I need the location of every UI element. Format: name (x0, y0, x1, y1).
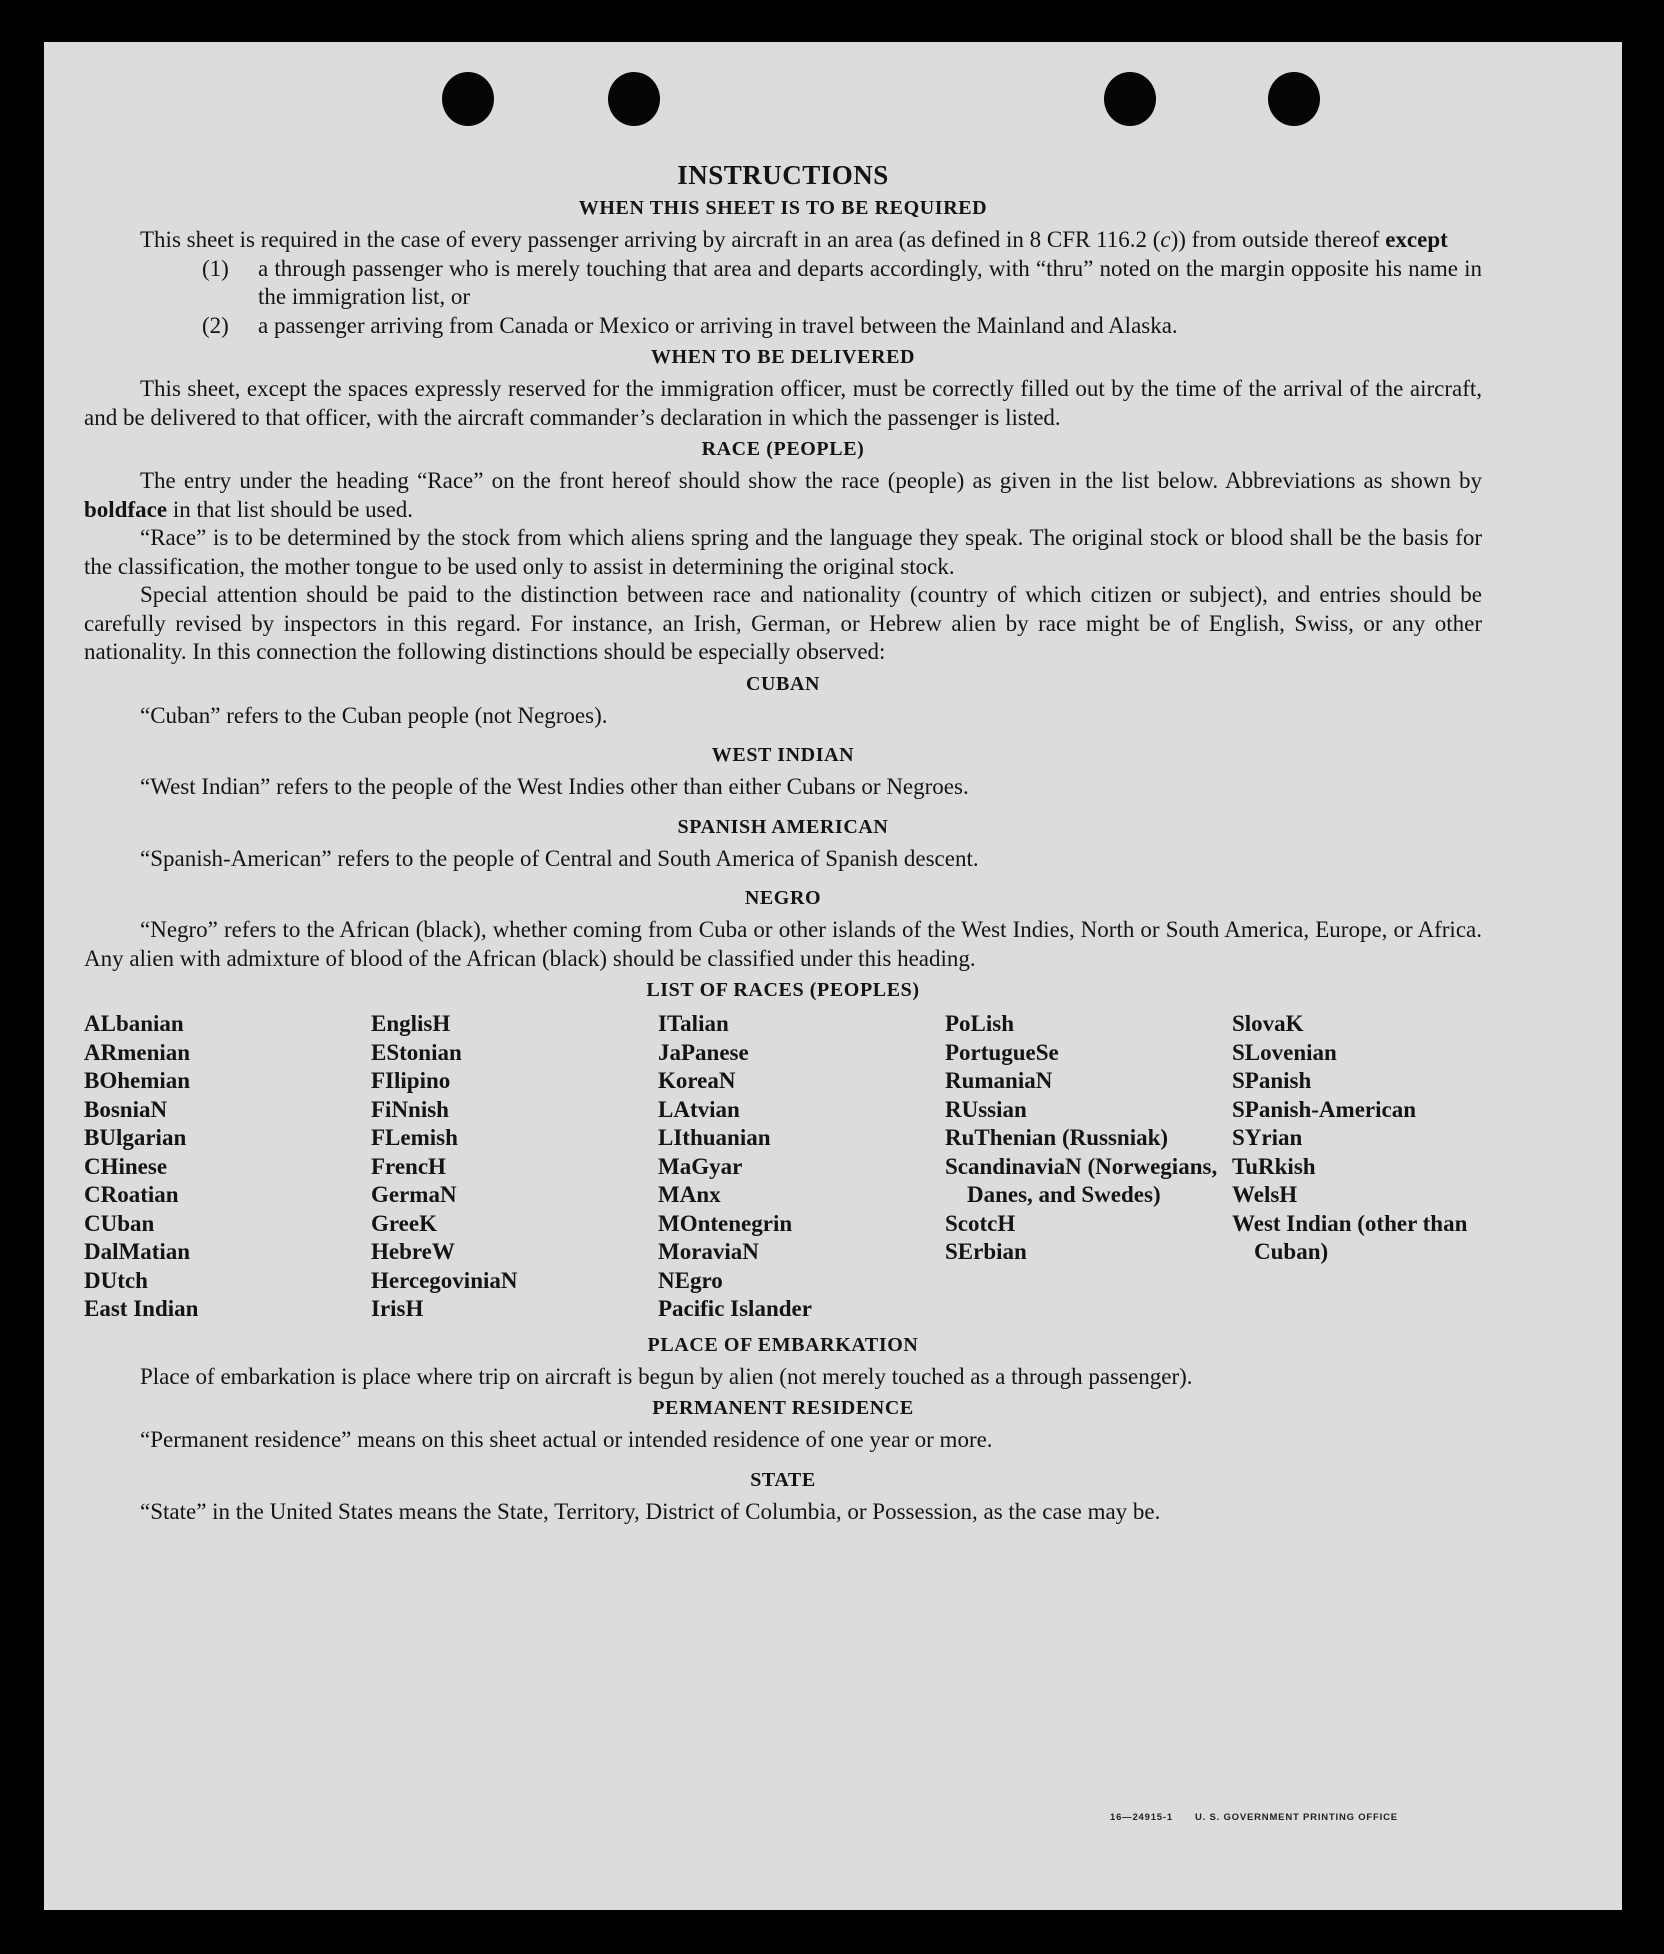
race-item: DalMatian (84, 1239, 191, 1264)
race-item: RUssian (945, 1096, 1027, 1122)
exception-item: (1) a through passenger who is merely touching that area and departs accordingly, with “thru” noted on the margin opposite his name in the immigration list, or (202, 255, 1482, 309)
punch-hole (1104, 72, 1156, 126)
race-item: HercegoviniaN (371, 1267, 518, 1293)
race-item: ARmenian (84, 1039, 191, 1065)
race-item: ITalian (658, 1011, 729, 1036)
printer-imprint: U. S. GOVERNMENT PRINTING OFFICE (1194, 1812, 1398, 1823)
para-west-indian: “West Indian” refers to the people of the West Indies other than either Cubans or Negroes. (140, 774, 969, 799)
heading-state: STATE (750, 1468, 816, 1491)
race-column (1232, 1010, 1482, 1324)
para-negro: “Negro” refers to the African (black), whether coming from Cuba or other islands of the West Indies, North or South America, Europe, or Africa. Any alien with admixture of blood of the African (black) should be classified under this heading. (84, 917, 1482, 971)
race-item: GreeK (371, 1210, 437, 1236)
punch-hole (608, 72, 660, 126)
page-title: INSTRUCTIONS (677, 160, 889, 190)
race-item: LAtvian (658, 1096, 740, 1122)
para-race-2: “Race” is to be determined by the stock from which aliens spring and the language they speak. The original stock or blood shall be the basis for the classification, the mother tongue to be used only to assist in determining the original stock. (84, 525, 1482, 579)
race-item: GermaN (371, 1182, 457, 1207)
punch-hole (1268, 72, 1320, 126)
race-column (371, 1010, 658, 1324)
race-column (658, 1010, 945, 1324)
form-number: 16—24915-1 (1110, 1812, 1173, 1823)
race-item: PortugueSe (945, 1039, 1059, 1065)
race-item: MoraviaN (658, 1239, 759, 1264)
race-item: FiNnish (371, 1096, 449, 1122)
para-race-1: The entry under the heading “Race” on the front hereof should show the race (people) as given in the list below. Abbreviations as shown by boldface in that list should be used. (84, 468, 1482, 522)
race-item: SPanish-American (1232, 1096, 1416, 1122)
race-item: EnglisH (371, 1011, 451, 1036)
race-item: MAnx (658, 1182, 721, 1207)
heading-spanish-american: SPANISH AMERICAN (677, 815, 889, 838)
race-item: SlovaK (1232, 1011, 1304, 1036)
para-when-required: This sheet is required in the case of every passenger arriving by aircraft in an area (as defined in 8 CFR 116.2 (c)) from outside thereof except (140, 227, 1448, 252)
race-item: FrencH (371, 1153, 446, 1179)
para-when-delivered: This sheet, except the spaces expressly reserved for the immigration officer, must be correctly filled out by the time of the arrival of the aircraft, and be delivered to that officer, with the aircraft commander’s declaration in which the passenger is listed. (84, 376, 1482, 430)
para-cuban: “Cuban” refers to the Cuban people (not Negroes). (140, 702, 608, 728)
race-item: NEgro (658, 1267, 723, 1293)
race-item: SYrian (1232, 1125, 1303, 1150)
race-item: BUlgarian (84, 1125, 187, 1150)
heading-cuban: CUBAN (745, 672, 821, 695)
heading-residence: PERMANENT RESIDENCE (652, 1397, 914, 1419)
race-item: ALbanian (84, 1011, 184, 1036)
instructions-content (84, 160, 1482, 1526)
heading-list-of-races: LIST OF RACES (PEOPLES) (646, 979, 920, 1001)
race-item: JaPanese (658, 1039, 749, 1065)
race-item: CUban (84, 1210, 155, 1236)
heading-race: RACE (PEOPLE) (701, 438, 865, 460)
race-item: FIlipino (371, 1068, 451, 1093)
race-item: ScandinaviaN (Norwegians, Danes, and Swedes) (945, 1153, 1218, 1207)
race-item: BOhemian (84, 1068, 191, 1093)
race-item: TuRkish (1232, 1153, 1316, 1179)
race-item: HebreW (371, 1239, 455, 1264)
race-item: CRoatian (84, 1182, 179, 1207)
heading-embarkation: PLACE OF EMBARKATION (647, 1333, 919, 1356)
race-item: RuThenian (Russniak) (945, 1125, 1169, 1150)
para-embarkation: Place of embarkation is place where trip on aircraft is begun by alien (not merely touched as a through passenger). (140, 1363, 1193, 1389)
exception-item: (2) a passenger arriving from Canada or Mexico or arriving in travel between the Mainland and Alaska. (202, 312, 1178, 338)
para-residence: “Permanent residence” means on this sheet actual or intended residence of one year or more. (140, 1427, 993, 1452)
race-item: RumaniaN (945, 1068, 1053, 1093)
race-item: SErbian (945, 1239, 1027, 1264)
race-item: SPanish (1232, 1068, 1312, 1093)
race-column (84, 1010, 371, 1324)
race-item: IrisH (371, 1296, 424, 1321)
race-item: Pacific Islander (658, 1296, 812, 1321)
race-item: MaGyar (658, 1153, 743, 1179)
race-item: WelsH (1232, 1182, 1298, 1207)
heading-when-delivered: WHEN TO BE DELIVERED (650, 346, 916, 368)
race-item: FLemish (371, 1125, 458, 1150)
race-list (84, 1010, 1482, 1324)
race-item: ScotcH (945, 1210, 1016, 1236)
heading-negro: NEGRO (744, 887, 822, 909)
race-item: DUtch (84, 1267, 148, 1293)
race-item: MOntenegrin (658, 1210, 793, 1236)
race-item: EStonian (371, 1039, 462, 1065)
exception-list (202, 255, 1482, 341)
para-state: “State” in the United States means the State, Territory, District of Columbia, or Possession, as the case may be. (140, 1498, 1161, 1524)
race-item: SLovenian (1232, 1039, 1337, 1065)
race-item: East Indian (84, 1296, 199, 1321)
race-item: PoLish (945, 1011, 1015, 1036)
race-item: CHinese (84, 1153, 168, 1179)
heading-west-indian: WEST INDIAN (711, 744, 855, 766)
punch-hole (442, 72, 494, 126)
heading-when-required: WHEN THIS SHEET IS TO BE REQUIRED (578, 197, 988, 219)
race-column (945, 1010, 1232, 1324)
para-race-3: Special attention should be paid to the distinction between race and nationality (country of which citizen or subject), and entries should be carefully revised by inspectors in this regard. For instance, an Irish, German, or Hebrew alien by race might be of English, Swiss, or any other nationality. In this connection the following distinctions should be especially observed: (84, 582, 1482, 664)
race-item: BosniaN (84, 1096, 168, 1122)
document-sheet (44, 42, 1622, 1910)
race-item: LIthuanian (658, 1125, 771, 1150)
race-item: West Indian (other than Cuban) (1232, 1210, 1468, 1264)
race-item: KoreaN (658, 1068, 736, 1093)
para-spanish-american: “Spanish-American” refers to the people of Central and South America of Spanish descent. (140, 845, 979, 871)
footer-imprint (1110, 1812, 1420, 1823)
